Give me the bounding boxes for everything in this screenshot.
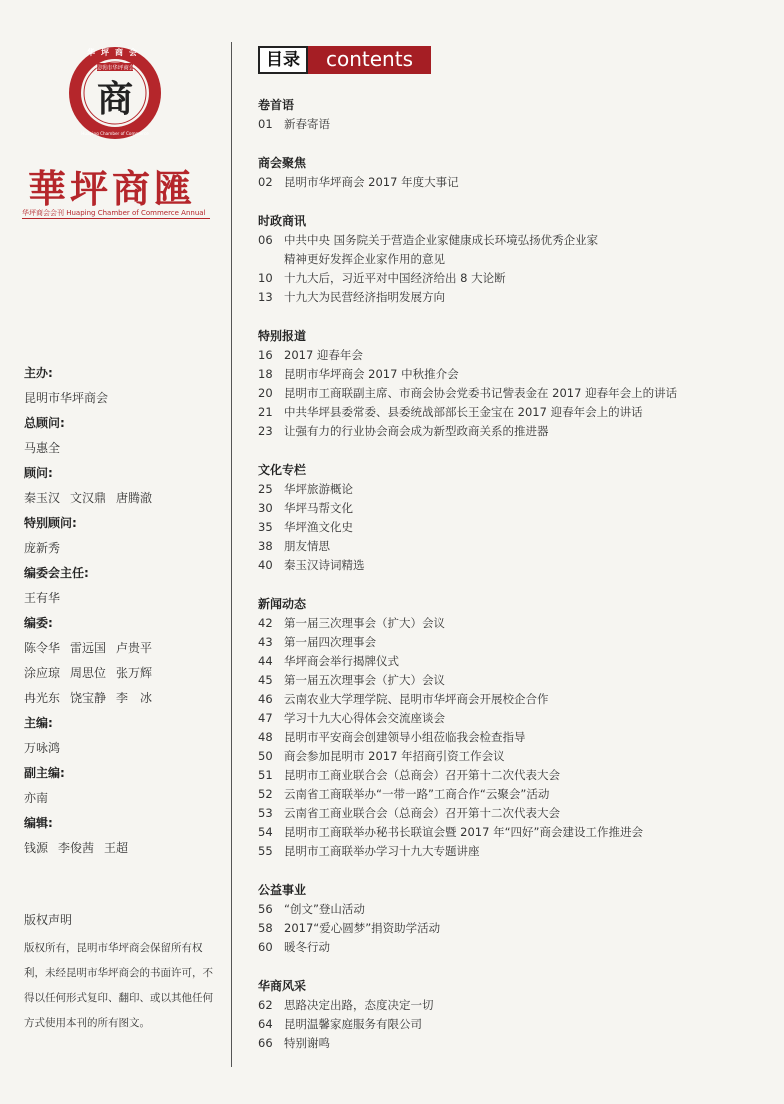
toc-entry[interactable]	[258, 747, 758, 766]
staff-name: 卢贵平	[116, 641, 153, 655]
staff-name: 李 冰	[116, 691, 153, 705]
toc-section-title: 特别报道	[258, 329, 307, 343]
toc-entry-title: 昆明市华坪商会 2017 年度大事记	[284, 175, 459, 189]
toc-page-number: 60	[258, 940, 273, 954]
toc-entry[interactable]	[258, 919, 758, 938]
staff-name: 陈令华	[24, 641, 61, 655]
toc-page-number: 52	[258, 787, 273, 801]
toc-section-title: 文化专栏	[258, 463, 307, 477]
toc-entry-title: 思路决定出路，态度决定一切	[284, 998, 434, 1012]
toc-page-number: 48	[258, 730, 273, 744]
toc-page-number: 16	[258, 348, 273, 362]
toc-page-number: 45	[258, 673, 273, 687]
toc-page-number: 13	[258, 290, 273, 304]
staff-role: 主办:	[24, 366, 53, 380]
staff-role: 特别顾问:	[24, 516, 77, 530]
toc-page-number: 38	[258, 539, 273, 553]
seal-icon	[67, 45, 163, 141]
toc-page-number: 44	[258, 654, 273, 668]
toc-section-title: 公益事业	[258, 883, 307, 897]
staff-name: 秦玉汉	[24, 491, 61, 505]
staff-name: 钱源	[24, 841, 49, 855]
staff-role: 编辑:	[24, 816, 53, 830]
toc-section-title: 卷首语	[258, 98, 295, 112]
toc-page-number: 53	[258, 806, 273, 820]
toc-section	[258, 154, 758, 192]
toc-page-number: 66	[258, 1036, 273, 1050]
staff-name: 周思位	[70, 666, 107, 680]
logo-english-text: Huaping Chamber of Commerce	[81, 131, 149, 136]
toc-entry[interactable]	[258, 766, 758, 785]
toc-entry-title: 新春寄语	[284, 117, 330, 131]
staff-name: 昆明市华坪商会	[24, 391, 109, 405]
toc-entry-title: 第一届三次理事会（扩大）会议	[284, 616, 445, 630]
toc-entry[interactable]	[258, 1015, 758, 1034]
toc-page-number: 62	[258, 998, 273, 1012]
toc-entry[interactable]	[258, 728, 758, 747]
toc-entry-title: 让强有力的行业协会商会成为新型政商关系的推进器	[284, 424, 549, 438]
toc-section	[258, 595, 758, 861]
toc-entry[interactable]	[258, 231, 758, 269]
toc-entry[interactable]	[258, 938, 758, 957]
magazine-title: 華坪商匯	[28, 166, 197, 211]
staff-names	[24, 538, 214, 563]
staff-name: 涂应琼	[24, 666, 61, 680]
toc-entry[interactable]	[258, 652, 758, 671]
toc-entry-title: 暖冬行动	[284, 940, 330, 954]
staff-name: 冉光东	[24, 691, 61, 705]
toc-entry-title: 特别谢鸣	[284, 1036, 330, 1050]
toc-entry[interactable]	[258, 499, 758, 518]
toc-entry-title: 昆明市工商业联合会（总商会）召开第十二次代表大会	[284, 768, 560, 782]
toc-section	[258, 977, 758, 1053]
toc-page-number: 40	[258, 558, 273, 572]
toc-entry-title: 十九大为民营经济指明发展方向	[284, 290, 445, 304]
staff-name: 文汉鼎	[70, 491, 107, 505]
toc-entry[interactable]	[258, 480, 758, 499]
toc-entry-title: “创文”登山活动	[284, 902, 365, 916]
toc-page-number: 18	[258, 367, 273, 381]
column-divider	[231, 42, 232, 1067]
editorial-staff-list	[24, 363, 214, 863]
toc-entry-title: 昆明市华坪商会 2017 中秋推介会	[284, 367, 459, 381]
table-of-contents	[258, 96, 758, 1073]
toc-entry-title: 朋友情思	[284, 539, 330, 553]
toc-entry[interactable]	[258, 173, 758, 192]
staff-role: 主编:	[24, 716, 53, 730]
toc-entry-title: 云南省工商联举办“一带一路”工商合作“云聚会”活动	[284, 787, 550, 801]
staff-names	[24, 438, 214, 463]
staff-name: 庞新秀	[24, 541, 61, 555]
toc-entry[interactable]	[258, 346, 758, 365]
toc-entry[interactable]	[258, 671, 758, 690]
toc-section-title: 时政商讯	[258, 214, 307, 228]
contents-header-en: contents	[308, 46, 431, 74]
toc-entry[interactable]	[258, 842, 758, 861]
toc-page-number: 10	[258, 271, 273, 285]
toc-section	[258, 461, 758, 575]
toc-section-title: 商会聚焦	[258, 156, 307, 170]
toc-entry[interactable]	[258, 537, 758, 556]
toc-entry[interactable]	[258, 556, 758, 575]
toc-entry[interactable]	[258, 422, 758, 441]
toc-page-number: 35	[258, 520, 273, 534]
staff-name: 李俊茜	[58, 841, 95, 855]
toc-entry[interactable]	[258, 269, 758, 288]
toc-entry[interactable]	[258, 690, 758, 709]
toc-entry-title: 华坪渔文化史	[284, 520, 353, 534]
toc-section-title: 新闻动态	[258, 597, 307, 611]
toc-page-number: 54	[258, 825, 273, 839]
toc-entry[interactable]	[258, 996, 758, 1015]
toc-entry[interactable]	[258, 709, 758, 728]
toc-entry-title: 学习十九大心得体会交流座谈会	[284, 711, 445, 725]
toc-entry-title: 第一届四次理事会	[284, 635, 376, 649]
staff-name: 万咏鸿	[24, 741, 61, 755]
toc-entry[interactable]	[258, 614, 758, 633]
toc-entry[interactable]	[258, 365, 758, 384]
toc-page-number: 25	[258, 482, 273, 496]
toc-entry-title: 2017“爱心圆梦”捐资助学活动	[284, 921, 441, 935]
toc-page-number: 64	[258, 1017, 273, 1031]
staff-role: 顾问:	[24, 466, 53, 480]
toc-entry-title: 华坪旅游概论	[284, 482, 353, 496]
toc-page-number: 47	[258, 711, 273, 725]
toc-page-number: 55	[258, 844, 273, 858]
toc-entry-title: 云南农业大学理学院、昆明市华坪商会开展校企合作	[284, 692, 549, 706]
toc-page-number: 51	[258, 768, 273, 782]
staff-name: 亦南	[24, 791, 49, 805]
toc-entry[interactable]	[258, 633, 758, 652]
staff-name: 唐腾澈	[116, 491, 153, 505]
contents-header	[258, 46, 431, 74]
staff-name: 张万辉	[116, 666, 153, 680]
toc-entry-title: 十九大后，习近平对中国经济给出 8 大论断	[284, 271, 506, 285]
toc-entry-title: 昆明市平安商会创建领导小组莅临我会检查指导	[284, 730, 526, 744]
toc-entry-title: 昆明市工商联副主席、市商会协会党委书记訾表金在 2017 迎春年会上的讲话	[284, 386, 678, 400]
toc-entry-title: 中共华坪县委常委、县委统战部部长王金宝在 2017 迎春年会上的讲话	[284, 405, 643, 419]
title-divider	[22, 218, 210, 219]
staff-name: 饶宝静	[70, 691, 107, 705]
toc-page-number: 56	[258, 902, 273, 916]
toc-entry[interactable]	[258, 804, 758, 823]
toc-entry-title: 第一届五次理事会（扩大）会议	[284, 673, 445, 687]
toc-page-number: 20	[258, 386, 273, 400]
toc-entry-title: 中共中央 国务院关于营造企业家健康成长环境弘扬优秀企业家 精神更好发挥企业家作用的意见	[284, 233, 599, 266]
toc-entry[interactable]	[258, 1034, 758, 1053]
staff-names	[24, 388, 214, 413]
toc-page-number: 58	[258, 921, 273, 935]
staff-name: 马惠全	[24, 441, 61, 455]
toc-entry[interactable]	[258, 785, 758, 804]
toc-page-number: 50	[258, 749, 273, 763]
toc-section-title: 华商风采	[258, 979, 307, 993]
toc-page-number: 42	[258, 616, 273, 630]
chamber-logo	[67, 45, 163, 141]
staff-names	[24, 738, 214, 763]
toc-entry-title: 商会参加昆明市 2017 年招商引资工作会议	[284, 749, 505, 763]
copyright-body: 版权所有，昆明市华坪商会保留所有权利，未经昆明市华坪商会的书面许可，不得以任何形式复印、翻印、或以其他任何方式使用本刊的所有图文。	[24, 942, 213, 1029]
toc-section	[258, 96, 758, 134]
staff-names	[24, 588, 214, 613]
toc-entry[interactable]	[258, 403, 758, 422]
staff-names	[24, 663, 214, 688]
toc-entry-title: 华坪马帮文化	[284, 501, 353, 515]
toc-entry[interactable]	[258, 518, 758, 537]
toc-page-number: 02	[258, 175, 273, 189]
copyright-heading: 版权声明	[24, 913, 73, 927]
toc-page-number: 06	[258, 233, 273, 247]
toc-page-number: 46	[258, 692, 273, 706]
toc-entry-title: 2017 迎春年会	[284, 348, 363, 362]
toc-entry[interactable]	[258, 288, 758, 307]
toc-page-number: 43	[258, 635, 273, 649]
toc-entry-title: 秦玉汉诗词精选	[284, 558, 365, 572]
toc-entry-title: 昆明市工商联举办学习十九大专题讲座	[284, 844, 480, 858]
staff-name: 王超	[104, 841, 129, 855]
staff-names	[24, 488, 214, 513]
toc-page-number: 01	[258, 117, 273, 131]
toc-entry-title: 华坪商会举行揭牌仪式	[284, 654, 399, 668]
toc-entry[interactable]	[258, 823, 758, 842]
staff-role: 副主编:	[24, 766, 65, 780]
staff-names	[24, 838, 214, 863]
staff-names	[24, 788, 214, 813]
toc-section	[258, 212, 758, 307]
toc-page-number: 21	[258, 405, 273, 419]
staff-role: 编委会主任:	[24, 566, 89, 580]
staff-role: 编委:	[24, 616, 53, 630]
toc-entry[interactable]	[258, 115, 758, 134]
staff-name: 雷远国	[70, 641, 107, 655]
toc-entry-title: 昆明温馨家庭服务有限公司	[284, 1017, 422, 1031]
magazine-subtitle: 华坪商会会刊 Huaping Chamber of Commerce Annual	[22, 209, 206, 217]
staff-role: 总顾问:	[24, 416, 65, 430]
logo-badge: 昆明市华坪商会	[95, 65, 135, 72]
toc-entry-title: 云南省工商业联合会（总商会）召开第十二次代表大会	[284, 806, 560, 820]
toc-page-number: 23	[258, 424, 273, 438]
staff-name: 王有华	[24, 591, 61, 605]
toc-section	[258, 881, 758, 957]
toc-entry[interactable]	[258, 900, 758, 919]
staff-names	[24, 688, 214, 713]
logo-glyph: 商	[96, 78, 134, 120]
toc-section	[258, 327, 758, 441]
toc-entry[interactable]	[258, 384, 758, 403]
staff-names	[24, 638, 214, 663]
toc-entry-title: 昆明市工商联举办秘书长联谊会暨 2017 年“四好”商会建设工作推进会	[284, 825, 643, 839]
toc-page-number: 30	[258, 501, 273, 515]
contents-header-cn: 目录	[258, 46, 308, 74]
logo-ring-text: 华坪商会	[87, 47, 143, 57]
